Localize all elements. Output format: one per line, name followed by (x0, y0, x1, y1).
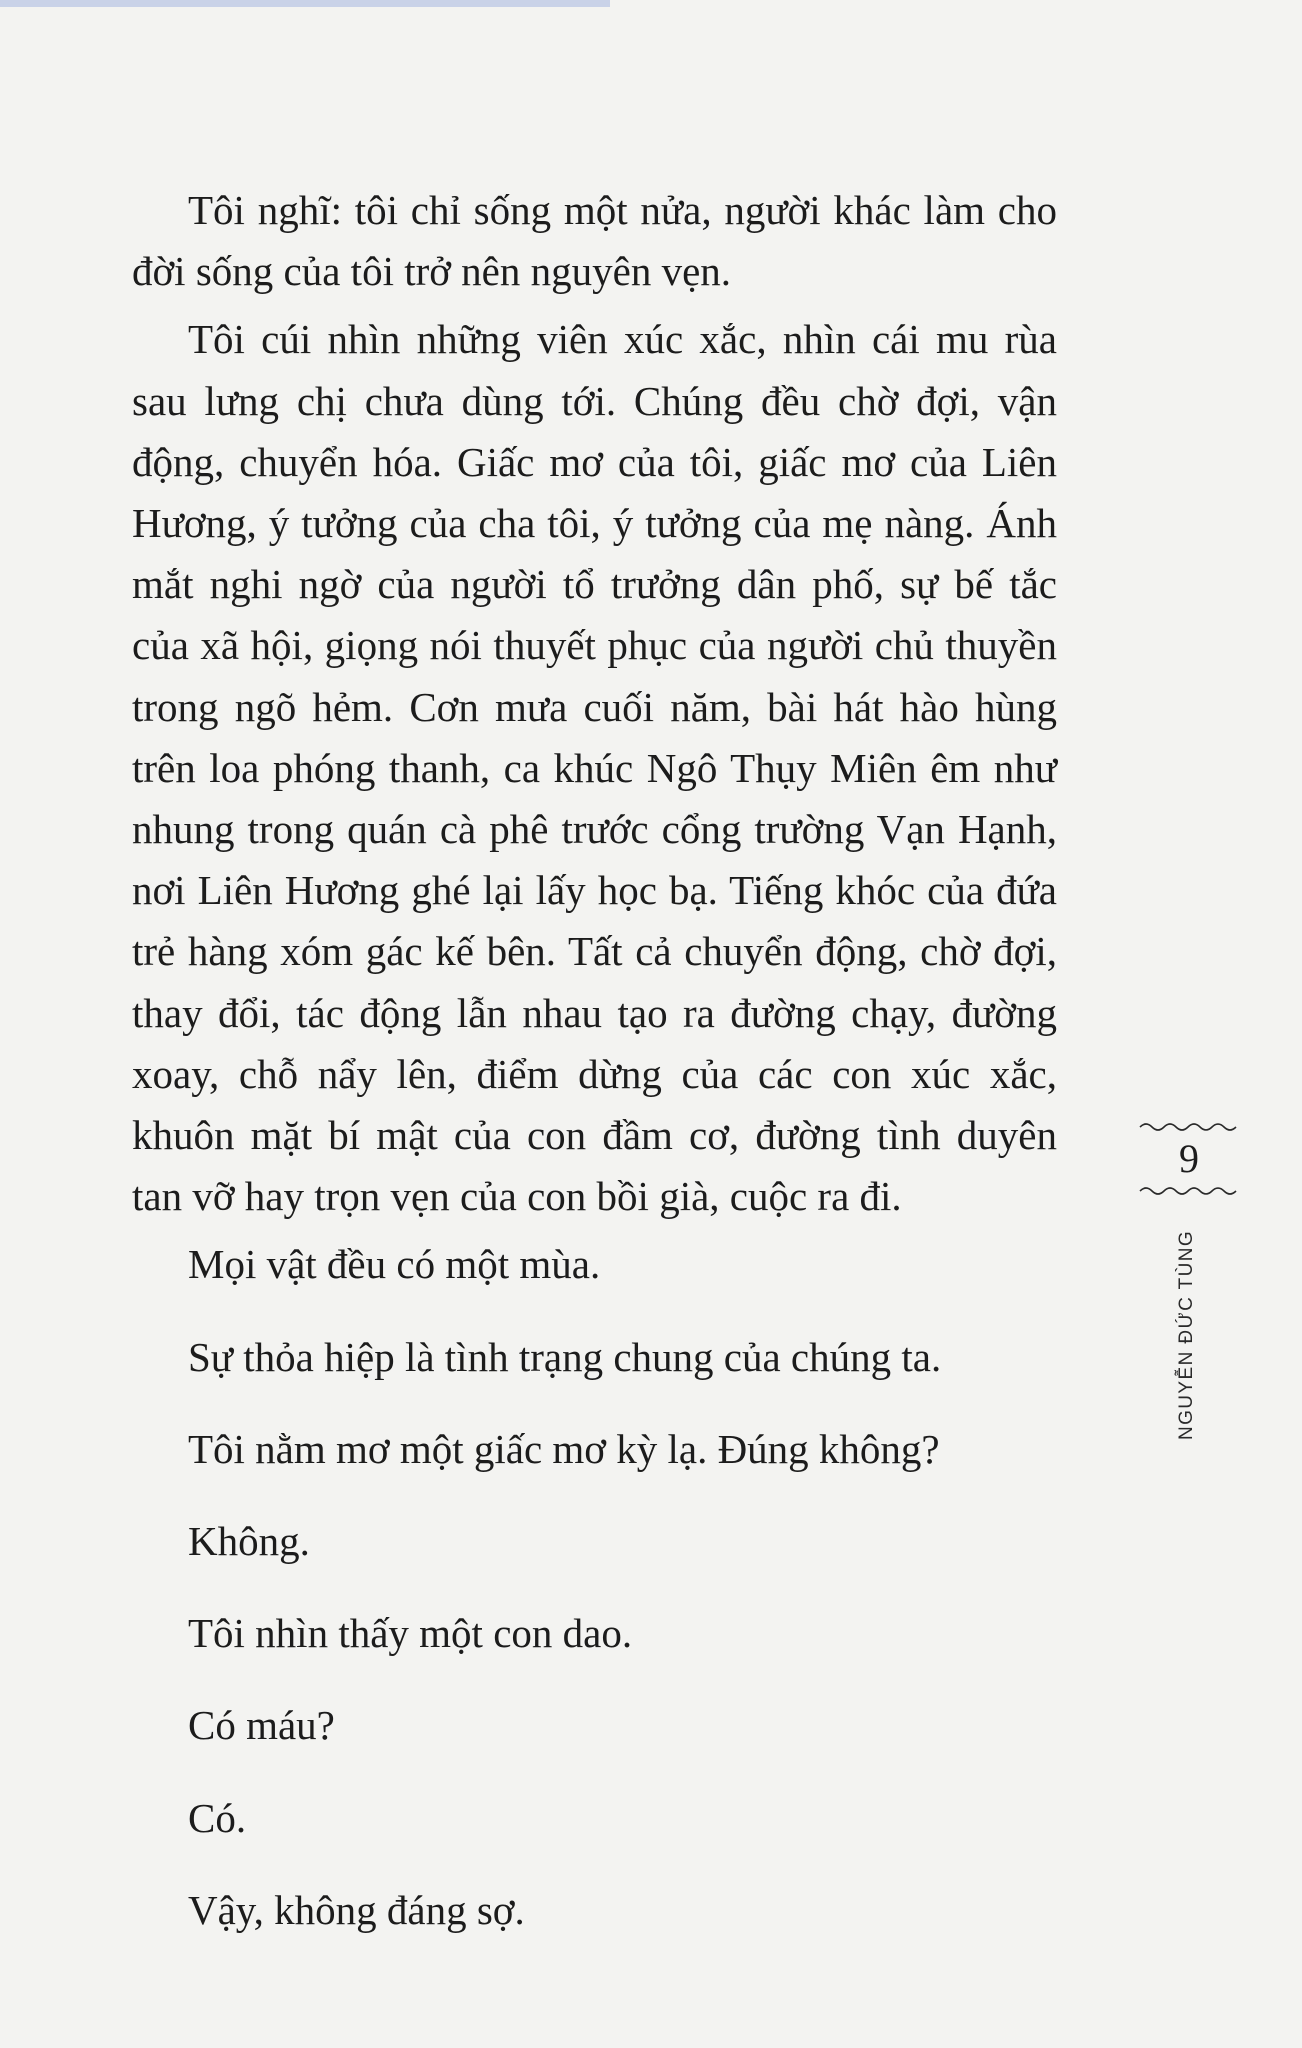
dialogue-line-4: Không. (188, 1518, 310, 1565)
wave-ornament-top (1138, 1120, 1238, 1134)
dialogue-line-7: Có. (188, 1794, 247, 1841)
dialogue-line-5: Tôi nhìn thấy một con dao. (188, 1610, 633, 1657)
dialogue-line-2: Sự thỏa hiệp là tình trạng chung của chúng ta. (188, 1333, 942, 1380)
paragraph-2: Tôi cúi nhìn những viên xúc xắc, nhìn cái mu rùa sau lưng chị chưa dùng tới. Chúng đều chờ đợi, vận động, chuyển hóa. Giấc mơ của tôi, giấc mơ của Liên Hương, ý tưởng của cha tôi, ý tưởng của mẹ nàng. Ánh mắt nghi ngờ của người tổ trưởng dân phố, sự bế tắc của xã hội, giọng nói thuyết phục của người chủ thuyền trong ngõ hẻm. Cơn mưa cuối năm, bài hát hào hùng trên loa phóng thanh, ca khúc Ngô Thụy Miên êm như nhung trong quán cà phê trước cổng trường Vạn Hạnh, nơi Liên Hương ghé lại lấy học bạ. Tiếng khóc của đứa trẻ hàng xóm gác kế bên. Tất cả chuyển động, chờ đợi, thay đổi, tác động lẫn nhau tạo ra đường chạy, đường xoay, chỗ nẩy lên, điểm dừng của các con xúc xắc, khuôn mặt bí mật của con đầm cơ, đường tình duyên tan vỡ hay trọn vẹn của con bồi già, cuộc ra đi. (132, 316, 1057, 1220)
wave-ornament-bottom (1138, 1184, 1238, 1198)
page-number: 9 (1179, 1136, 1199, 1181)
dialogue-line-3: Tôi nằm mơ một giấc mơ kỳ lạ. Đúng không? (188, 1425, 940, 1472)
scan-edge-strip (0, 0, 610, 7)
dialogue-line-8: Vậy, không đáng sợ. (188, 1886, 525, 1933)
body-text (132, 180, 1057, 1972)
author-name: NGUYỄN ĐỨC TÙNG (1176, 1230, 1197, 1440)
dialogue-line-6: Có máu? (188, 1702, 335, 1749)
dialogue-line-1: Mọi vật đều có một mùa. (188, 1241, 601, 1288)
paragraph-1: Tôi nghĩ: tôi chỉ sống một nửa, người khác làm cho đời sống của tôi trở nên nguyên vẹn. (132, 187, 1057, 295)
page-folio (1134, 1110, 1244, 1450)
